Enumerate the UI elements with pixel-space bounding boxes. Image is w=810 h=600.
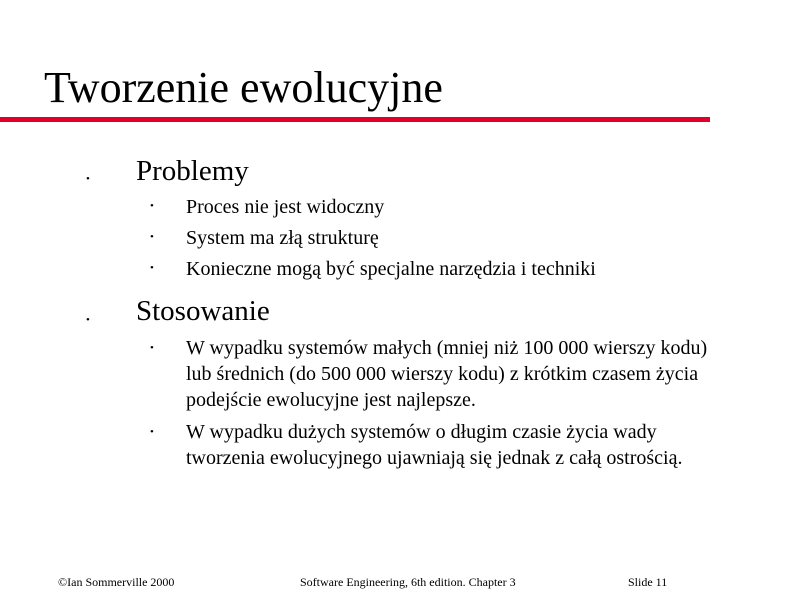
list-item: System ma złą strukturę	[186, 227, 379, 249]
section-heading-stosowanie: Stosowanie	[136, 295, 270, 327]
slide-title: Tworzenie ewolucyjne	[44, 63, 443, 112]
bullet-icon: •	[86, 314, 90, 326]
bullet-icon: •	[150, 231, 154, 243]
section-heading-problemy: Problemy	[136, 155, 249, 187]
footer-book: Software Engineering, 6th edition. Chapter 3	[300, 575, 516, 589]
title-underline	[0, 117, 710, 122]
list-item: Proces nie jest widoczny	[186, 196, 385, 218]
list-item-line: W wypadku dużych systemów o długim czasie życia wady	[186, 421, 657, 443]
list-item-line: podejście ewolucyjne jest najlepsze.	[186, 389, 476, 411]
list-item-line: tworzenia ewolucyjnego ujawniają się jednak z całą ostrością.	[186, 447, 683, 469]
bullet-icon: •	[150, 342, 154, 354]
list-item: Konieczne mogą być specjalne narzędzia i techniki	[186, 258, 596, 280]
bullet-icon: •	[150, 262, 154, 274]
footer-copyright: ©Ian Sommerville 2000	[58, 575, 175, 589]
bullet-icon: •	[150, 426, 154, 438]
list-item-line: lub średnich (do 500 000 wierszy kodu) z krótkim czasem życia	[186, 363, 699, 385]
footer-slide-number: Slide 11	[628, 575, 668, 589]
bullet-icon: •	[86, 173, 90, 185]
bullet-icon: •	[150, 200, 154, 212]
list-item-line: W wypadku systemów małych (mniej niż 100 000 wierszy kodu)	[186, 337, 708, 359]
